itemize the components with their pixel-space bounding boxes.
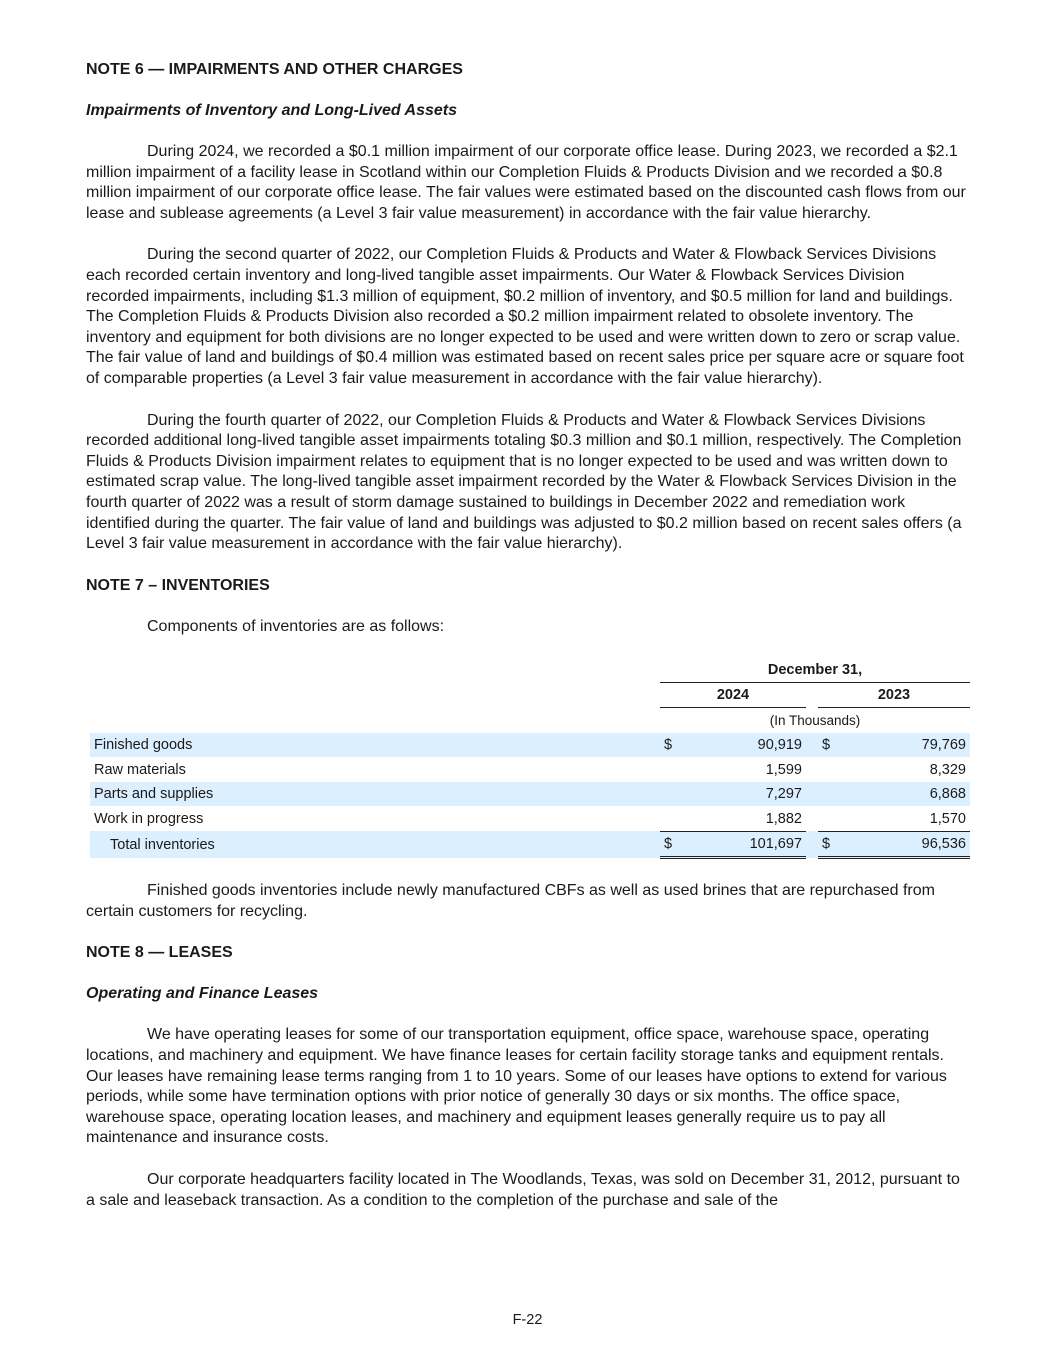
table-units-row <box>90 708 970 733</box>
currency-symbol <box>660 757 688 782</box>
currency-symbol: $ <box>818 733 846 758</box>
row-label: Raw materials <box>94 761 186 778</box>
currency-symbol <box>660 782 688 807</box>
currency-symbol: $ <box>818 831 846 858</box>
row-label: Finished goods <box>90 733 660 758</box>
total-label: Total inventories <box>90 831 660 858</box>
year-header-2024: 2024 <box>660 682 806 708</box>
currency-symbol <box>818 806 846 831</box>
currency-symbol: $ <box>660 733 688 758</box>
table-row <box>90 806 970 831</box>
value-2023: 6,868 <box>846 782 970 807</box>
table-year-header-row <box>90 682 970 708</box>
value-2024: 90,919 <box>688 733 806 758</box>
note6-subheading: Impairments of Inventory and Long-Lived Assets <box>86 102 458 119</box>
currency-symbol <box>660 806 688 831</box>
note6-paragraph-1: During 2024, we recorded a $0.1 million impairment of our corporate office lease. During 2023, we recorded a $2.1 million impairment of a facility lease in Scotland within our Completion Fluids & Products Division and we recorded a $0.8 million impairment of our corporate office lease. The fair values were estimated based on the discounted cash flows from our lease and sublease agreements (a Level 3 fair value measurement) in accordance with the fair value hierarchy. <box>86 143 966 222</box>
value-2023: 1,570 <box>846 806 970 831</box>
year-header-2023: 2023 <box>818 682 970 708</box>
note7-heading: NOTE 7 – INVENTORIES <box>86 576 270 594</box>
note8-paragraph-1: We have operating leases for some of our transportation equipment, office space, warehouse space, operating locations, and machinery and equipment. We have finance leases for certain facility storage tanks and equipment rentals. Our leases have remaining lease terms ranging from 1 to 10 years. Some of our leases have options to extend for various periods, while some have termination options with prior notice of generally 30 days or six months. The office space, warehouse space, operating location leases, and machinery and equipment leases generally require us to pay all maintenance and insurance costs. <box>86 1026 947 1147</box>
note8-heading: NOTE 8 — LEASES <box>86 944 233 962</box>
table-total-row <box>90 831 970 858</box>
document-page <box>86 60 970 1211</box>
table-row <box>90 757 970 782</box>
value-2024: 1,599 <box>765 761 802 778</box>
table-row <box>90 733 970 758</box>
note6-heading: NOTE 6 — IMPAIRMENTS AND OTHER CHARGES <box>86 61 463 78</box>
value-2024: 1,882 <box>688 806 806 831</box>
note6-paragraph-3: During the fourth quarter of 2022, our Completion Fluids & Products and Water & Flowback Services Divisions recorded additional long-lived tangible asset impairments totaling $0.3 million and $0.1 million, respectively. The Completion Fluids & Products Division impairment relates to equipment that is no longer expected to be used and was written down to estimated scrap value. The long-lived tangible asset impairment recorded by the Water & Flowback Services Division in the fourth quarter of 2022 was a result of storm damage sustained to buildings in December 2022 and remediation work identified during the quarter. The fair value of land and buildings was adjusted to $0.2 million based on recent sales offers (a Level 3 fair value measurement in accordance with the fair value hierarchy). <box>86 411 962 553</box>
currency-symbol <box>818 782 846 807</box>
table-row <box>90 782 970 807</box>
table-period-header-row <box>90 657 970 682</box>
currency-symbol <box>818 757 846 782</box>
row-label: Parts and supplies <box>90 782 660 807</box>
value-2024: 7,297 <box>688 782 806 807</box>
units-label: (In Thousands) <box>769 713 861 729</box>
period-header: December 31, <box>660 657 970 682</box>
value-2023: 8,329 <box>929 761 966 778</box>
total-2024: 101,697 <box>688 831 806 858</box>
note7-intro: Components of inventories are as follows: <box>147 617 445 635</box>
note7-after-paragraph: Finished goods inventories include newly manufactured CBFs as well as used brines that are repurchased from certain customers for recycling. <box>86 882 935 920</box>
value-2023: 79,769 <box>846 733 970 758</box>
note8-subheading: Operating and Finance Leases <box>86 985 319 1003</box>
page-number: F-22 <box>512 1312 543 1328</box>
note6-paragraph-2: During the second quarter of 2022, our Completion Fluids & Products and Water & Flowback Services Divisions each recorded certain inventory and long-lived tangible asset impairments. Our Water & Flowback Services Division recorded impairments, including $1.3 million of equipment, $0.2 million of inventory, and $0.5 million for land and buildings. The Completion Fluids & Products Division also recorded a $0.2 million impairment related to obsolete inventory. The inventory and equipment for both divisions are no longer expected to be used and were written down to zero or scrap value. The fair value of land and buildings of $0.4 million was estimated based on recent sales price per square acre or square foot of comparable properties (a Level 3 fair value measurement in accordance with the fair value hierarchy). <box>86 246 964 387</box>
total-2023: 96,536 <box>846 831 970 858</box>
row-label: Work in progress <box>94 810 204 827</box>
inventories-table <box>90 657 970 859</box>
note8-paragraph-2: Our corporate headquarters facility located in The Woodlands, Texas, was sold on December 31, 2012, pursuant to a sale and leaseback transaction. As a condition to the completion of the purchase and sale of the <box>86 1171 960 1209</box>
currency-symbol: $ <box>660 831 688 858</box>
